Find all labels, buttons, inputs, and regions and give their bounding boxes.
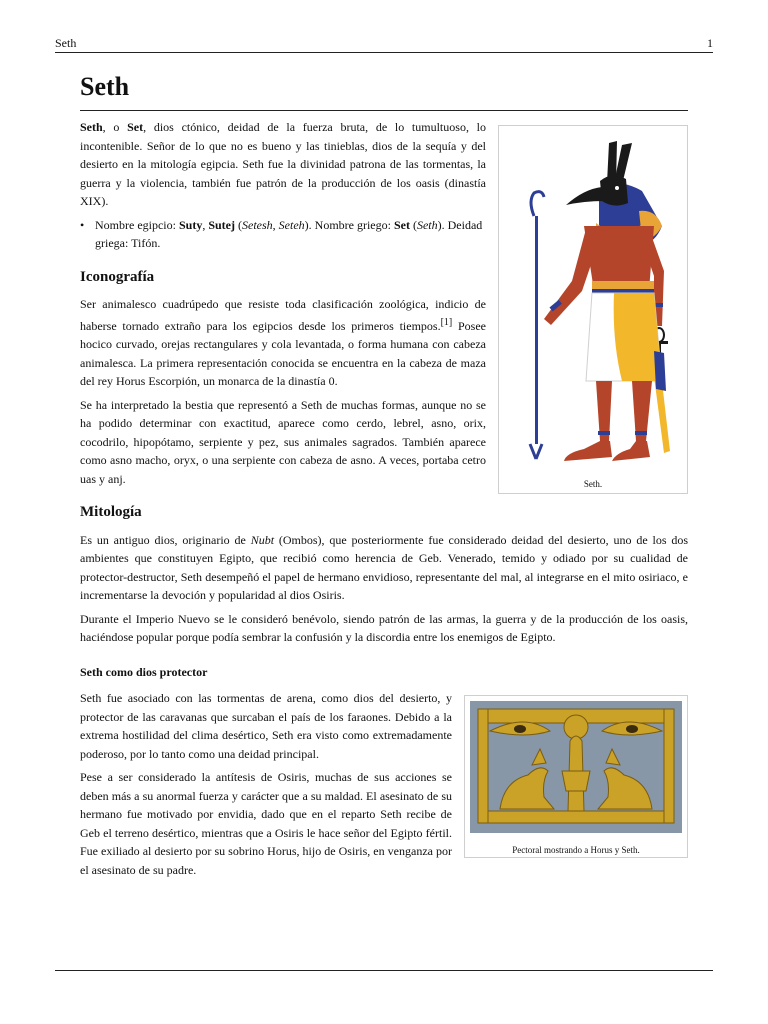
bullet-marker: • (80, 217, 85, 232)
bullet-text: Nombre egipcio: (95, 217, 179, 232)
bullet-text: , (272, 217, 279, 232)
footer-rule (55, 970, 713, 971)
bullet-text: ). Deidad griega: Tifón. (95, 217, 483, 250)
paragraph-text: Posee hocico curvado, orejas rectangulares y cola levantada, o forma humana con cabeza animalesca. La primera representación conocida se encuentra en la cabeza de maza del rey Horus Escorpión, un monarca de la dinastía 0. (80, 318, 487, 388)
bullet-bold: Suty (178, 217, 203, 232)
subsection-heading-protector: Seth como dios protector (80, 664, 208, 679)
pectoral-image (470, 701, 682, 833)
seth-illustration (504, 131, 682, 467)
bullet-bold: Sutej (208, 217, 235, 232)
figure-seth (498, 125, 688, 494)
bullet-italic: Seth (416, 217, 438, 232)
article-body (80, 118, 688, 884)
running-header (55, 34, 713, 53)
mitologia-paragraph-1 (80, 531, 688, 605)
intro-text: , o (102, 120, 128, 134)
paragraph-text: (Ombos), que posteriormente fue considerado deidad del desierto, uno de los dos ambientes que constituyen Egipto, que recibió como herencia de Geb. Venerado, temido y odiado por su cualidad de protector-destructor, Seth desempeñó el papel de hermano envidioso, representante del mal, al integrarse en el mito osiriaco, e incrementarse la devoción y popularidad al dios Osiris. (80, 532, 688, 602)
protector-paragraph-2: Pese a ser considerado la antítesis de Osiris, muchas de sus acciones se deben más a su anormal fuerza y carácter que a su maldad. El asesinato de su hermano fue motivado por envidia, dado que en el reparto Seth recibe de Geb el terreno desértico, mientras que a Osiris le hace señor del Egipto fértil. Fue exiliado al desierto por su sobrino Horus, hijo de Osiris, en venganza por el asesinato de su padre. (80, 770, 452, 877)
bullet-text: ( (409, 217, 417, 232)
figure-caption: Seth. (583, 478, 603, 489)
protector-paragraph-1: Seth fue asociado con las tormentas de arena, como dios del desierto, y protector de las caravanas que surcaban el país de los faraones. Debido a la extrema hostilidad del clima desértico, Seth era visto como extremadamente poderoso, por lo tanto como una deidad principal. (80, 691, 452, 761)
bullet-text: ( (235, 217, 242, 232)
figure-caption: Pectoral mostrando a Horus y Seth. (512, 844, 640, 855)
paragraph-text: Es un antiguo dios, originario de (80, 532, 251, 547)
page-number: 1 (707, 36, 713, 50)
list-item (80, 216, 490, 253)
paragraph-italic: Nubt (250, 532, 275, 547)
paragraph-text: Ser animalesco cuadrúpedo que resiste toda clasificación zoológica, indicio de haberse tornado extraño para los egipcios desde los primeros tiempos. (80, 297, 486, 333)
bullet-text: ). Nombre griego: (304, 217, 394, 232)
section-heading-mitologia: Mitología (80, 504, 142, 520)
mitologia-paragraph-2: Durante el Imperio Nuevo se le consideró benévolo, siendo patrón de las armas, la guerra y de la producción de los oasis, haciéndose popular porque podía sembrar la confusión y la discordia entre los enemigos de Egipto. (80, 611, 688, 644)
title-rule (80, 110, 688, 111)
intro-alt-name: Set (127, 120, 144, 134)
citation-link[interactable]: [1] (440, 316, 453, 328)
bullet-bold: Set (393, 217, 410, 232)
running-title: Seth (55, 36, 77, 50)
intro-text: , dios ctónico, deidad de la fuerza bruta, de lo tumultuoso, lo incontenible. Señor de lo que no es bueno y las tinieblas, dios de la sequía y del desierto en la mitología egipcia. Seth fue la divinidad patrona de las tormentas, la guerra y la violencia, también fue patrón de la producción de los oasis (dinastía XIX). (80, 120, 486, 208)
intro-name: Seth (80, 120, 103, 134)
section-heading-iconografia: Iconografía (80, 268, 155, 285)
page-title: Seth (80, 72, 130, 101)
bullet-italic: Seteh (278, 217, 305, 232)
figure-pectoral (464, 695, 688, 858)
bullet-italic: Setesh (242, 217, 273, 232)
iconografia-paragraph-2: Se ha interpretado la bestia que representó a Seth de muchas formas, aunque no se ha podido determinar con exactitud, aparece como cerdo, lebrel, asno, orix, cocodrilo, hipopótamo, serpiente y pez, sus animales sagrados. También aparece como asno macho, oryx, o una serpiente con cabeza de asno. A veces, portaba cetro uas y anj. (80, 397, 486, 486)
bullet-text: , (202, 217, 209, 232)
